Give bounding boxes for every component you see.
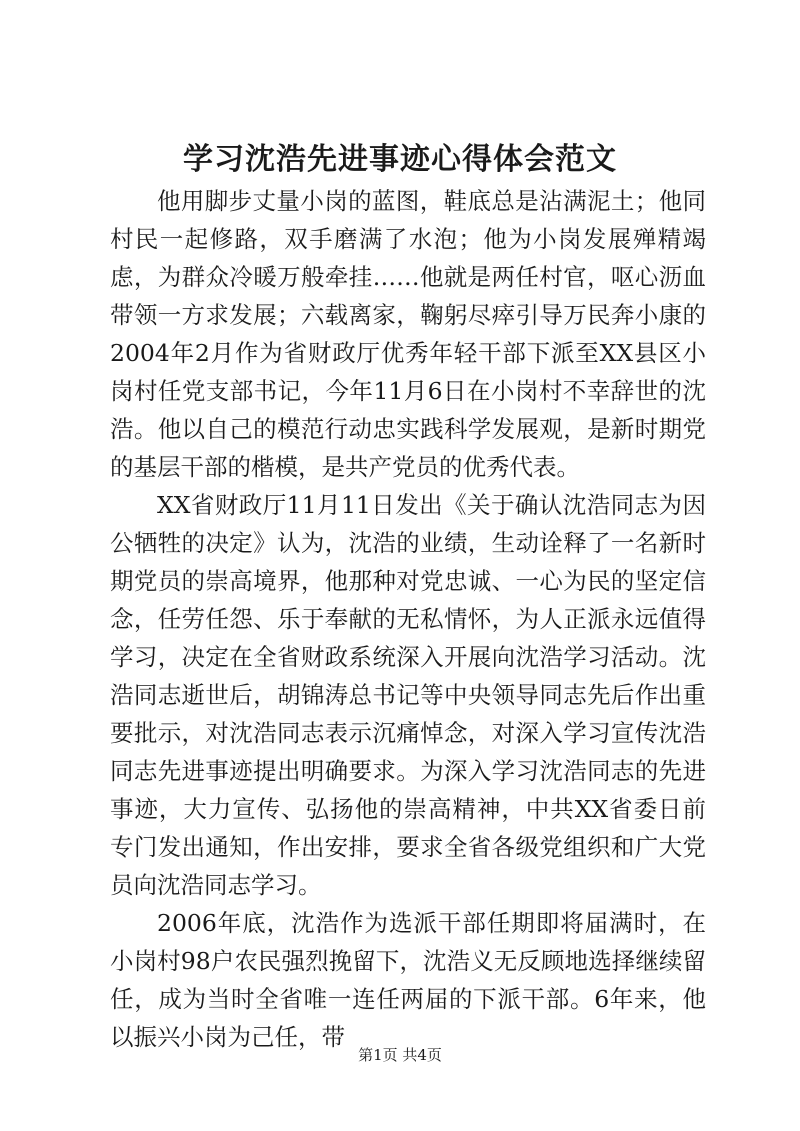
page-footer: 第1页 共4页 [358, 1046, 442, 1064]
paragraph-1: 他用脚步丈量小岗的蓝图，鞋底总是沾满泥土；他同村民一起修路，双手磨满了水泡；他为小岗发展殚精竭虑，为群众冷暖万般牵挂……他就是两任村官，呕心沥血带领一方求发展；六载离家，鞠躬尽瘁引导万民奔小康的2004年2月作为省财政厅优秀年轻干部下派至XX县区小岗村任党支部书记，今年11月6日在小岗村不幸辞世的沈浩。他以自己的模范行动忠实践科学发展观，是新时期党的基层干部的楷模，是共产党员的优秀代表。 [110, 187, 706, 481]
document-body [110, 182, 706, 1056]
page-title: 学习沈浩先进事迹心得体会范文 [183, 142, 617, 177]
paragraph-3: 2006年底，沈浩作为选派干部任期即将届满时，在小岗村98户农民强烈挽留下，沈浩义无反顾地选择继续留任，成为当时全省唯一连任两届的下派干部。6年来，他以振兴小岗为己任，带 [110, 909, 706, 1051]
paragraph-2: XX省财政厅11月11日发出《关于确认沈浩同志为因公牺牲的决定》认为，沈浩的业绩，生动诠释了一名新时期党员的崇高境界，他那种对党忠诚、一心为民的坚定信念，任劳任怨、乐于奉献的无私情怀，为人正派永远值得学习，决定在全省财政系统深入开展向沈浩学习活动。沈浩同志逝世后，胡锦涛总书记等中央领导同志先后作出重要批示，对沈浩同志表示沉痛悼念，对深入学习宣传沈浩同志先进事迹提出明确要求。为深入学习沈浩同志的先进事迹，大力宣传、弘扬他的崇高精神，中共XX省委日前专门发出通知，作出安排，要求全省各级党组织和广大党员向沈浩同志学习。 [110, 491, 706, 899]
